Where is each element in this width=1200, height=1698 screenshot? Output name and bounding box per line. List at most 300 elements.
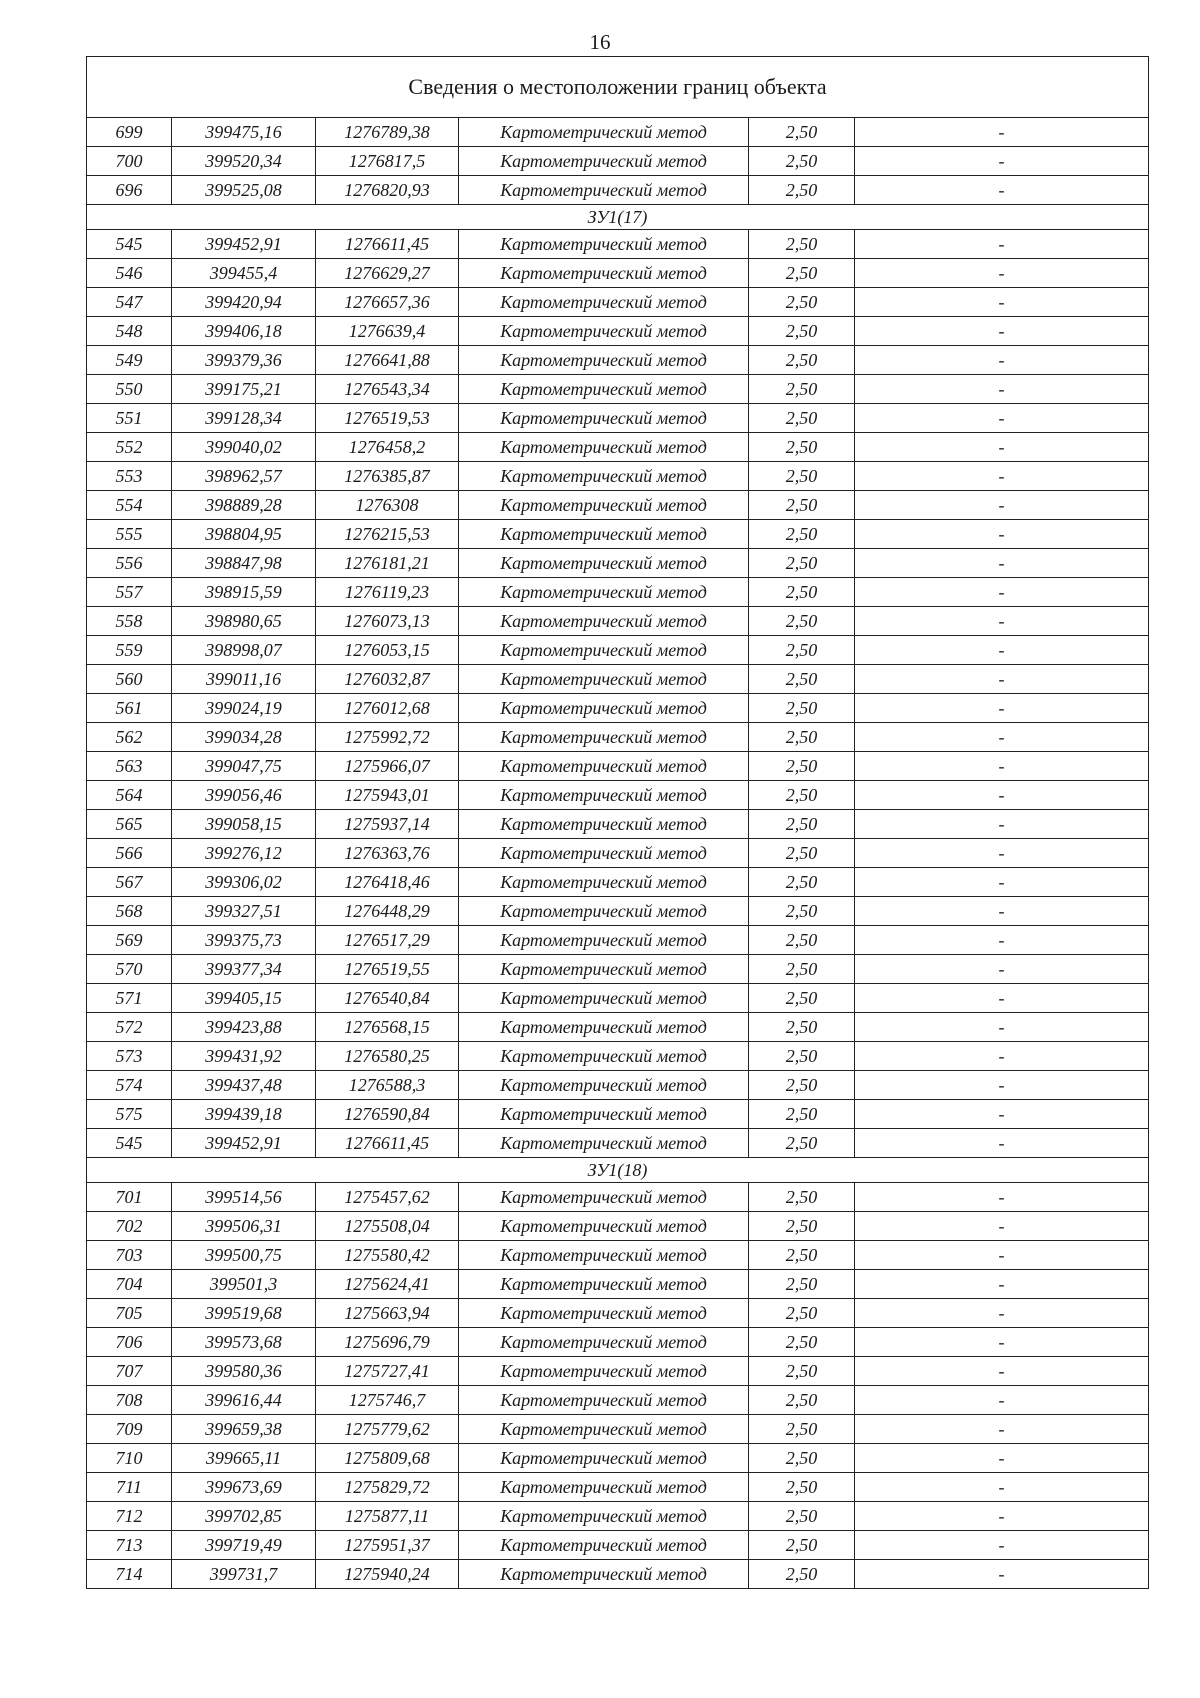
x-coordinate-cell: 399056,46 [172, 781, 316, 810]
method-cell: Картометрический метод [459, 1183, 749, 1212]
table-row [87, 1071, 1149, 1100]
y-coordinate-cell: 1276657,36 [316, 288, 459, 317]
table-row [87, 147, 1149, 176]
description-cell: - [855, 1502, 1149, 1531]
description-cell: - [855, 1270, 1149, 1299]
point-number-cell: 561 [87, 694, 172, 723]
method-cell: Картометрический метод [459, 1013, 749, 1042]
x-coordinate-cell: 398804,95 [172, 520, 316, 549]
x-coordinate-cell: 399437,48 [172, 1071, 316, 1100]
y-coordinate-cell: 1276611,45 [316, 1129, 459, 1158]
point-number-cell: 547 [87, 288, 172, 317]
table-row [87, 375, 1149, 404]
x-coordinate-cell: 399375,73 [172, 926, 316, 955]
y-coordinate-cell: 1275940,24 [316, 1560, 459, 1589]
point-number-cell: 557 [87, 578, 172, 607]
point-number-cell: 567 [87, 868, 172, 897]
description-cell: - [855, 1129, 1149, 1158]
method-cell: Картометрический метод [459, 897, 749, 926]
point-number-cell: 569 [87, 926, 172, 955]
point-number-cell: 701 [87, 1183, 172, 1212]
point-number-cell: 545 [87, 230, 172, 259]
point-number-cell: 554 [87, 491, 172, 520]
y-coordinate-cell: 1275727,41 [316, 1357, 459, 1386]
x-coordinate-cell: 398889,28 [172, 491, 316, 520]
description-cell: - [855, 868, 1149, 897]
table-row [87, 491, 1149, 520]
method-cell: Картометрический метод [459, 1531, 749, 1560]
table-body [87, 57, 1149, 1589]
description-cell: - [855, 317, 1149, 346]
point-number-cell: 550 [87, 375, 172, 404]
point-number-cell: 562 [87, 723, 172, 752]
y-coordinate-cell: 1275809,68 [316, 1444, 459, 1473]
method-cell: Картометрический метод [459, 1357, 749, 1386]
description-cell: - [855, 520, 1149, 549]
table-row [87, 1042, 1149, 1071]
point-number-cell: 548 [87, 317, 172, 346]
page-number: 16 [589, 30, 611, 54]
table-row [87, 520, 1149, 549]
table-row [87, 1299, 1149, 1328]
accuracy-cell: 2,50 [749, 1013, 855, 1042]
table-row [87, 1560, 1149, 1589]
method-cell: Картометрический метод [459, 984, 749, 1013]
point-number-cell: 712 [87, 1502, 172, 1531]
x-coordinate-cell: 399431,92 [172, 1042, 316, 1071]
method-cell: Картометрический метод [459, 176, 749, 205]
point-number-cell: 556 [87, 549, 172, 578]
table-row [87, 1183, 1149, 1212]
accuracy-cell: 2,50 [749, 549, 855, 578]
point-number-cell: 703 [87, 1241, 172, 1270]
x-coordinate-cell: 399514,56 [172, 1183, 316, 1212]
description-cell: - [855, 723, 1149, 752]
x-coordinate-cell: 399665,11 [172, 1444, 316, 1473]
accuracy-cell: 2,50 [749, 1042, 855, 1071]
accuracy-cell: 2,50 [749, 404, 855, 433]
description-cell: - [855, 404, 1149, 433]
method-cell: Картометрический метод [459, 1100, 749, 1129]
method-cell: Картометрический метод [459, 1212, 749, 1241]
accuracy-cell: 2,50 [749, 1212, 855, 1241]
accuracy-cell: 2,50 [749, 1299, 855, 1328]
table-row [87, 1013, 1149, 1042]
method-cell: Картометрический метод [459, 259, 749, 288]
point-number-cell: 558 [87, 607, 172, 636]
y-coordinate-cell: 1276517,29 [316, 926, 459, 955]
table-row [87, 955, 1149, 984]
y-coordinate-cell: 1276385,87 [316, 462, 459, 491]
x-coordinate-cell: 399659,38 [172, 1415, 316, 1444]
x-coordinate-cell: 399377,34 [172, 955, 316, 984]
table-row [87, 1129, 1149, 1158]
y-coordinate-cell: 1276629,27 [316, 259, 459, 288]
x-coordinate-cell: 399276,12 [172, 839, 316, 868]
point-number-cell: 706 [87, 1328, 172, 1357]
point-number-cell: 699 [87, 118, 172, 147]
y-coordinate-cell: 1275663,94 [316, 1299, 459, 1328]
point-number-cell: 708 [87, 1386, 172, 1415]
x-coordinate-cell: 399420,94 [172, 288, 316, 317]
x-coordinate-cell: 399058,15 [172, 810, 316, 839]
description-cell: - [855, 926, 1149, 955]
point-number-cell: 573 [87, 1042, 172, 1071]
point-number-cell: 571 [87, 984, 172, 1013]
description-cell: - [855, 375, 1149, 404]
description-cell: - [855, 955, 1149, 984]
accuracy-cell: 2,50 [749, 147, 855, 176]
accuracy-cell: 2,50 [749, 118, 855, 147]
description-cell: - [855, 694, 1149, 723]
accuracy-cell: 2,50 [749, 1071, 855, 1100]
y-coordinate-cell: 1275580,42 [316, 1241, 459, 1270]
table-row [87, 230, 1149, 259]
y-coordinate-cell: 1275779,62 [316, 1415, 459, 1444]
accuracy-cell: 2,50 [749, 868, 855, 897]
method-cell: Картометрический метод [459, 404, 749, 433]
table-row [87, 1386, 1149, 1415]
table-row [87, 897, 1149, 926]
y-coordinate-cell: 1276611,45 [316, 230, 459, 259]
y-coordinate-cell: 1276543,34 [316, 375, 459, 404]
description-cell: - [855, 346, 1149, 375]
y-coordinate-cell: 1275457,62 [316, 1183, 459, 1212]
accuracy-cell: 2,50 [749, 955, 855, 984]
method-cell: Картометрический метод [459, 549, 749, 578]
accuracy-cell: 2,50 [749, 317, 855, 346]
table-row [87, 723, 1149, 752]
point-number-cell: 575 [87, 1100, 172, 1129]
point-number-cell: 696 [87, 176, 172, 205]
point-number-cell: 560 [87, 665, 172, 694]
accuracy-cell: 2,50 [749, 520, 855, 549]
x-coordinate-cell: 399405,15 [172, 984, 316, 1013]
x-coordinate-cell: 399580,36 [172, 1357, 316, 1386]
point-number-cell: 545 [87, 1129, 172, 1158]
x-coordinate-cell: 399519,68 [172, 1299, 316, 1328]
y-coordinate-cell: 1275877,11 [316, 1502, 459, 1531]
method-cell: Картометрический метод [459, 1071, 749, 1100]
y-coordinate-cell: 1276448,29 [316, 897, 459, 926]
table-row [87, 1328, 1149, 1357]
description-cell: - [855, 1328, 1149, 1357]
point-number-cell: 713 [87, 1531, 172, 1560]
x-coordinate-cell: 399731,7 [172, 1560, 316, 1589]
y-coordinate-cell: 1276789,38 [316, 118, 459, 147]
y-coordinate-cell: 1275943,01 [316, 781, 459, 810]
description-cell: - [855, 230, 1149, 259]
description-cell: - [855, 176, 1149, 205]
table-row [87, 1270, 1149, 1299]
table-row [87, 607, 1149, 636]
y-coordinate-cell: 1276590,84 [316, 1100, 459, 1129]
method-cell: Картометрический метод [459, 230, 749, 259]
description-cell: - [855, 1415, 1149, 1444]
point-number-cell: 551 [87, 404, 172, 433]
description-cell: - [855, 491, 1149, 520]
description-cell: - [855, 1241, 1149, 1270]
description-cell: - [855, 462, 1149, 491]
y-coordinate-cell: 1276519,53 [316, 404, 459, 433]
point-number-cell: 568 [87, 897, 172, 926]
table-row [87, 984, 1149, 1013]
point-number-cell: 546 [87, 259, 172, 288]
accuracy-cell: 2,50 [749, 1129, 855, 1158]
section-label: ЗУ1(17) [87, 205, 1149, 230]
method-cell: Картометрический метод [459, 375, 749, 404]
x-coordinate-cell: 399455,4 [172, 259, 316, 288]
x-coordinate-cell: 399452,91 [172, 1129, 316, 1158]
accuracy-cell: 2,50 [749, 1183, 855, 1212]
x-coordinate-cell: 399616,44 [172, 1386, 316, 1415]
y-coordinate-cell: 1276119,23 [316, 578, 459, 607]
method-cell: Картометрический метод [459, 839, 749, 868]
x-coordinate-cell: 399175,21 [172, 375, 316, 404]
point-number-cell: 552 [87, 433, 172, 462]
description-cell: - [855, 1212, 1149, 1241]
accuracy-cell: 2,50 [749, 781, 855, 810]
y-coordinate-cell: 1275696,79 [316, 1328, 459, 1357]
method-cell: Картометрический метод [459, 810, 749, 839]
method-cell: Картометрический метод [459, 520, 749, 549]
y-coordinate-cell: 1276363,76 [316, 839, 459, 868]
table-row [87, 1212, 1149, 1241]
point-number-cell: 559 [87, 636, 172, 665]
x-coordinate-cell: 399423,88 [172, 1013, 316, 1042]
point-number-cell: 705 [87, 1299, 172, 1328]
y-coordinate-cell: 1276053,15 [316, 636, 459, 665]
method-cell: Картометрический метод [459, 1299, 749, 1328]
method-cell: Картометрический метод [459, 1386, 749, 1415]
accuracy-cell: 2,50 [749, 1415, 855, 1444]
accuracy-cell: 2,50 [749, 1531, 855, 1560]
table-row [87, 433, 1149, 462]
accuracy-cell: 2,50 [749, 346, 855, 375]
accuracy-cell: 2,50 [749, 259, 855, 288]
accuracy-cell: 2,50 [749, 375, 855, 404]
table-row [87, 1502, 1149, 1531]
y-coordinate-cell: 1276418,46 [316, 868, 459, 897]
y-coordinate-cell: 1276519,55 [316, 955, 459, 984]
method-cell: Картометрический метод [459, 491, 749, 520]
accuracy-cell: 2,50 [749, 694, 855, 723]
table-row [87, 462, 1149, 491]
table-row [87, 665, 1149, 694]
y-coordinate-cell: 1276820,93 [316, 176, 459, 205]
description-cell: - [855, 288, 1149, 317]
x-coordinate-cell: 399673,69 [172, 1473, 316, 1502]
description-cell: - [855, 1357, 1149, 1386]
accuracy-cell: 2,50 [749, 433, 855, 462]
point-number-cell: 565 [87, 810, 172, 839]
y-coordinate-cell: 1275746,7 [316, 1386, 459, 1415]
point-number-cell: 710 [87, 1444, 172, 1473]
description-cell: - [855, 1531, 1149, 1560]
method-cell: Картометрический метод [459, 694, 749, 723]
x-coordinate-cell: 399128,34 [172, 404, 316, 433]
table-row [87, 868, 1149, 897]
y-coordinate-cell: 1275624,41 [316, 1270, 459, 1299]
method-cell: Картометрический метод [459, 926, 749, 955]
point-number-cell: 700 [87, 147, 172, 176]
description-cell: - [855, 1183, 1149, 1212]
method-cell: Картометрический метод [459, 1473, 749, 1502]
accuracy-cell: 2,50 [749, 839, 855, 868]
section-header-row [87, 205, 1149, 230]
accuracy-cell: 2,50 [749, 636, 855, 665]
y-coordinate-cell: 1276458,2 [316, 433, 459, 462]
y-coordinate-cell: 1276032,87 [316, 665, 459, 694]
accuracy-cell: 2,50 [749, 1241, 855, 1270]
table-row [87, 781, 1149, 810]
table-row [87, 259, 1149, 288]
point-number-cell: 570 [87, 955, 172, 984]
x-coordinate-cell: 399452,91 [172, 230, 316, 259]
accuracy-cell: 2,50 [749, 1560, 855, 1589]
x-coordinate-cell: 398980,65 [172, 607, 316, 636]
table-row [87, 752, 1149, 781]
point-number-cell: 704 [87, 1270, 172, 1299]
method-cell: Картометрический метод [459, 665, 749, 694]
description-cell: - [855, 810, 1149, 839]
x-coordinate-cell: 399573,68 [172, 1328, 316, 1357]
method-cell: Картометрический метод [459, 346, 749, 375]
table-title: Сведения о местоположении границ объекта [87, 57, 1149, 118]
table-row [87, 694, 1149, 723]
x-coordinate-cell: 399500,75 [172, 1241, 316, 1270]
accuracy-cell: 2,50 [749, 1473, 855, 1502]
description-cell: - [855, 118, 1149, 147]
y-coordinate-cell: 1276568,15 [316, 1013, 459, 1042]
description-cell: - [855, 1013, 1149, 1042]
method-cell: Картометрический метод [459, 1129, 749, 1158]
y-coordinate-cell: 1275508,04 [316, 1212, 459, 1241]
point-number-cell: 711 [87, 1473, 172, 1502]
y-coordinate-cell: 1275966,07 [316, 752, 459, 781]
method-cell: Картометрический метод [459, 288, 749, 317]
method-cell: Картометрический метод [459, 317, 749, 346]
y-coordinate-cell: 1275937,14 [316, 810, 459, 839]
x-coordinate-cell: 399379,36 [172, 346, 316, 375]
table-row [87, 810, 1149, 839]
description-cell: - [855, 636, 1149, 665]
table-row [87, 1241, 1149, 1270]
method-cell: Картометрический метод [459, 1270, 749, 1299]
y-coordinate-cell: 1276588,3 [316, 1071, 459, 1100]
method-cell: Картометрический метод [459, 1560, 749, 1589]
method-cell: Картометрический метод [459, 1502, 749, 1531]
description-cell: - [855, 607, 1149, 636]
y-coordinate-cell: 1275992,72 [316, 723, 459, 752]
point-number-cell: 555 [87, 520, 172, 549]
method-cell: Картометрический метод [459, 578, 749, 607]
x-coordinate-cell: 399047,75 [172, 752, 316, 781]
description-cell: - [855, 433, 1149, 462]
x-coordinate-cell: 399719,49 [172, 1531, 316, 1560]
accuracy-cell: 2,50 [749, 288, 855, 317]
table-row [87, 1473, 1149, 1502]
description-cell: - [855, 897, 1149, 926]
method-cell: Картометрический метод [459, 868, 749, 897]
x-coordinate-cell: 399702,85 [172, 1502, 316, 1531]
method-cell: Картометрический метод [459, 1241, 749, 1270]
table-row [87, 346, 1149, 375]
table-row [87, 1100, 1149, 1129]
method-cell: Картометрический метод [459, 607, 749, 636]
table-row [87, 288, 1149, 317]
method-cell: Картометрический метод [459, 1415, 749, 1444]
point-number-cell: 574 [87, 1071, 172, 1100]
y-coordinate-cell: 1275951,37 [316, 1531, 459, 1560]
point-number-cell: 553 [87, 462, 172, 491]
method-cell: Картометрический метод [459, 955, 749, 984]
accuracy-cell: 2,50 [749, 926, 855, 955]
accuracy-cell: 2,50 [749, 1502, 855, 1531]
y-coordinate-cell: 1276181,21 [316, 549, 459, 578]
accuracy-cell: 2,50 [749, 1100, 855, 1129]
point-number-cell: 563 [87, 752, 172, 781]
method-cell: Картометрический метод [459, 723, 749, 752]
y-coordinate-cell: 1276540,84 [316, 984, 459, 1013]
y-coordinate-cell: 1276639,4 [316, 317, 459, 346]
x-coordinate-cell: 399306,02 [172, 868, 316, 897]
accuracy-cell: 2,50 [749, 607, 855, 636]
description-cell: - [855, 1473, 1149, 1502]
description-cell: - [855, 1299, 1149, 1328]
table-row [87, 176, 1149, 205]
x-coordinate-cell: 399011,16 [172, 665, 316, 694]
accuracy-cell: 2,50 [749, 752, 855, 781]
table-title-row [87, 57, 1149, 118]
point-number-cell: 564 [87, 781, 172, 810]
x-coordinate-cell: 398915,59 [172, 578, 316, 607]
accuracy-cell: 2,50 [749, 897, 855, 926]
description-cell: - [855, 259, 1149, 288]
table-row [87, 317, 1149, 346]
accuracy-cell: 2,50 [749, 810, 855, 839]
y-coordinate-cell: 1275829,72 [316, 1473, 459, 1502]
accuracy-cell: 2,50 [749, 1270, 855, 1299]
description-cell: - [855, 1560, 1149, 1589]
table-row [87, 926, 1149, 955]
table-row [87, 578, 1149, 607]
x-coordinate-cell: 399520,34 [172, 147, 316, 176]
point-number-cell: 572 [87, 1013, 172, 1042]
y-coordinate-cell: 1276641,88 [316, 346, 459, 375]
description-cell: - [855, 1100, 1149, 1129]
method-cell: Картометрический метод [459, 118, 749, 147]
table-row [87, 404, 1149, 433]
method-cell: Картометрический метод [459, 752, 749, 781]
method-cell: Картометрический метод [459, 433, 749, 462]
table-row [87, 636, 1149, 665]
description-cell: - [855, 1042, 1149, 1071]
method-cell: Картометрический метод [459, 1444, 749, 1473]
description-cell: - [855, 1444, 1149, 1473]
table-row [87, 1415, 1149, 1444]
x-coordinate-cell: 399439,18 [172, 1100, 316, 1129]
description-cell: - [855, 665, 1149, 694]
description-cell: - [855, 839, 1149, 868]
accuracy-cell: 2,50 [749, 1386, 855, 1415]
method-cell: Картометрический метод [459, 781, 749, 810]
point-number-cell: 549 [87, 346, 172, 375]
accuracy-cell: 2,50 [749, 723, 855, 752]
y-coordinate-cell: 1276580,25 [316, 1042, 459, 1071]
method-cell: Картометрический метод [459, 636, 749, 665]
point-number-cell: 702 [87, 1212, 172, 1241]
